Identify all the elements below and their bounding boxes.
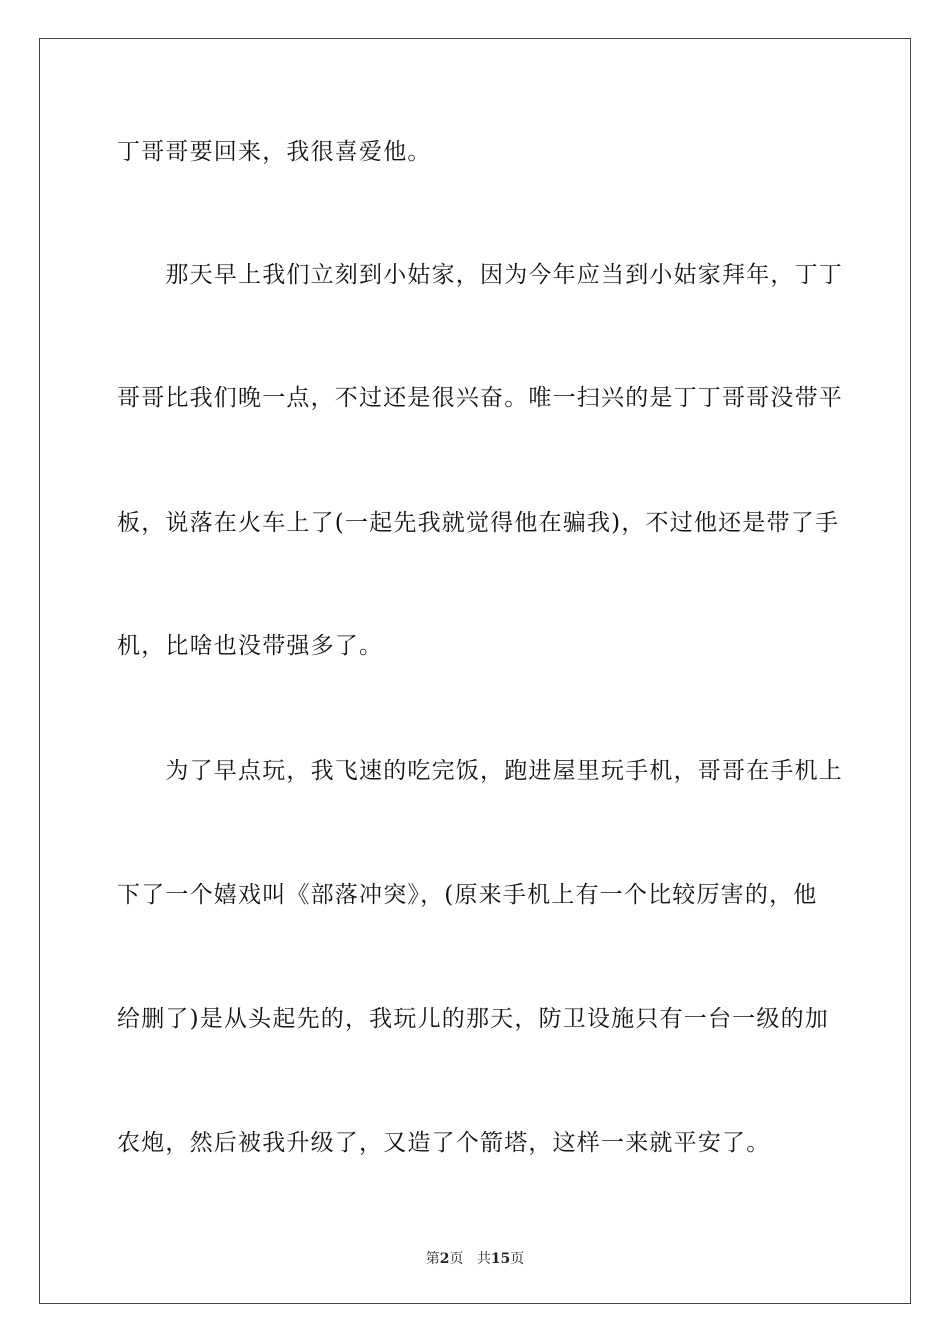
page-border [39,38,911,1304]
text-line: 为了早点玩，我飞速的吃完饭，跑进屋里玩手机，哥哥在手机上 [117,758,843,784]
footer-prefix: 第 [425,1251,440,1267]
text-line: 板，说落在火车上了(一起先我就觉得他在骗我)，不过他还是带了手 [117,510,840,536]
footer-page-suffix: 页 [449,1251,464,1267]
text-line: 给删了)是从头起先的，我玩儿的那天，防卫设施只有一台一级的加 [117,1006,829,1032]
text-line: 机，比啥也没带强多了。 [117,633,384,659]
footer-total-prefix: 共 [476,1251,491,1267]
text-line: 丁哥哥要回来，我很喜爱他。 [117,139,432,165]
text-line: 哥哥比我们晚一点，不过还是很兴奋。唯一扫兴的是丁丁哥哥没带平 [117,385,843,411]
footer-total-suffix: 页 [510,1251,525,1267]
text-line: 那天早上我们立刻到小姑家，因为今年应当到小姑家拜年，丁丁 [117,262,843,288]
text-line: 农炮，然后被我升级了，又造了个箭塔，这样一来就平安了。 [117,1130,771,1156]
total-pages-number: 15 [490,1251,511,1267]
current-page-number: 2 [439,1251,450,1267]
text-line: 下了一个嬉戏叫《部落冲突》，(原来手机上有一个比较厉害的，他 [117,882,818,908]
page-footer [0,1248,950,1268]
